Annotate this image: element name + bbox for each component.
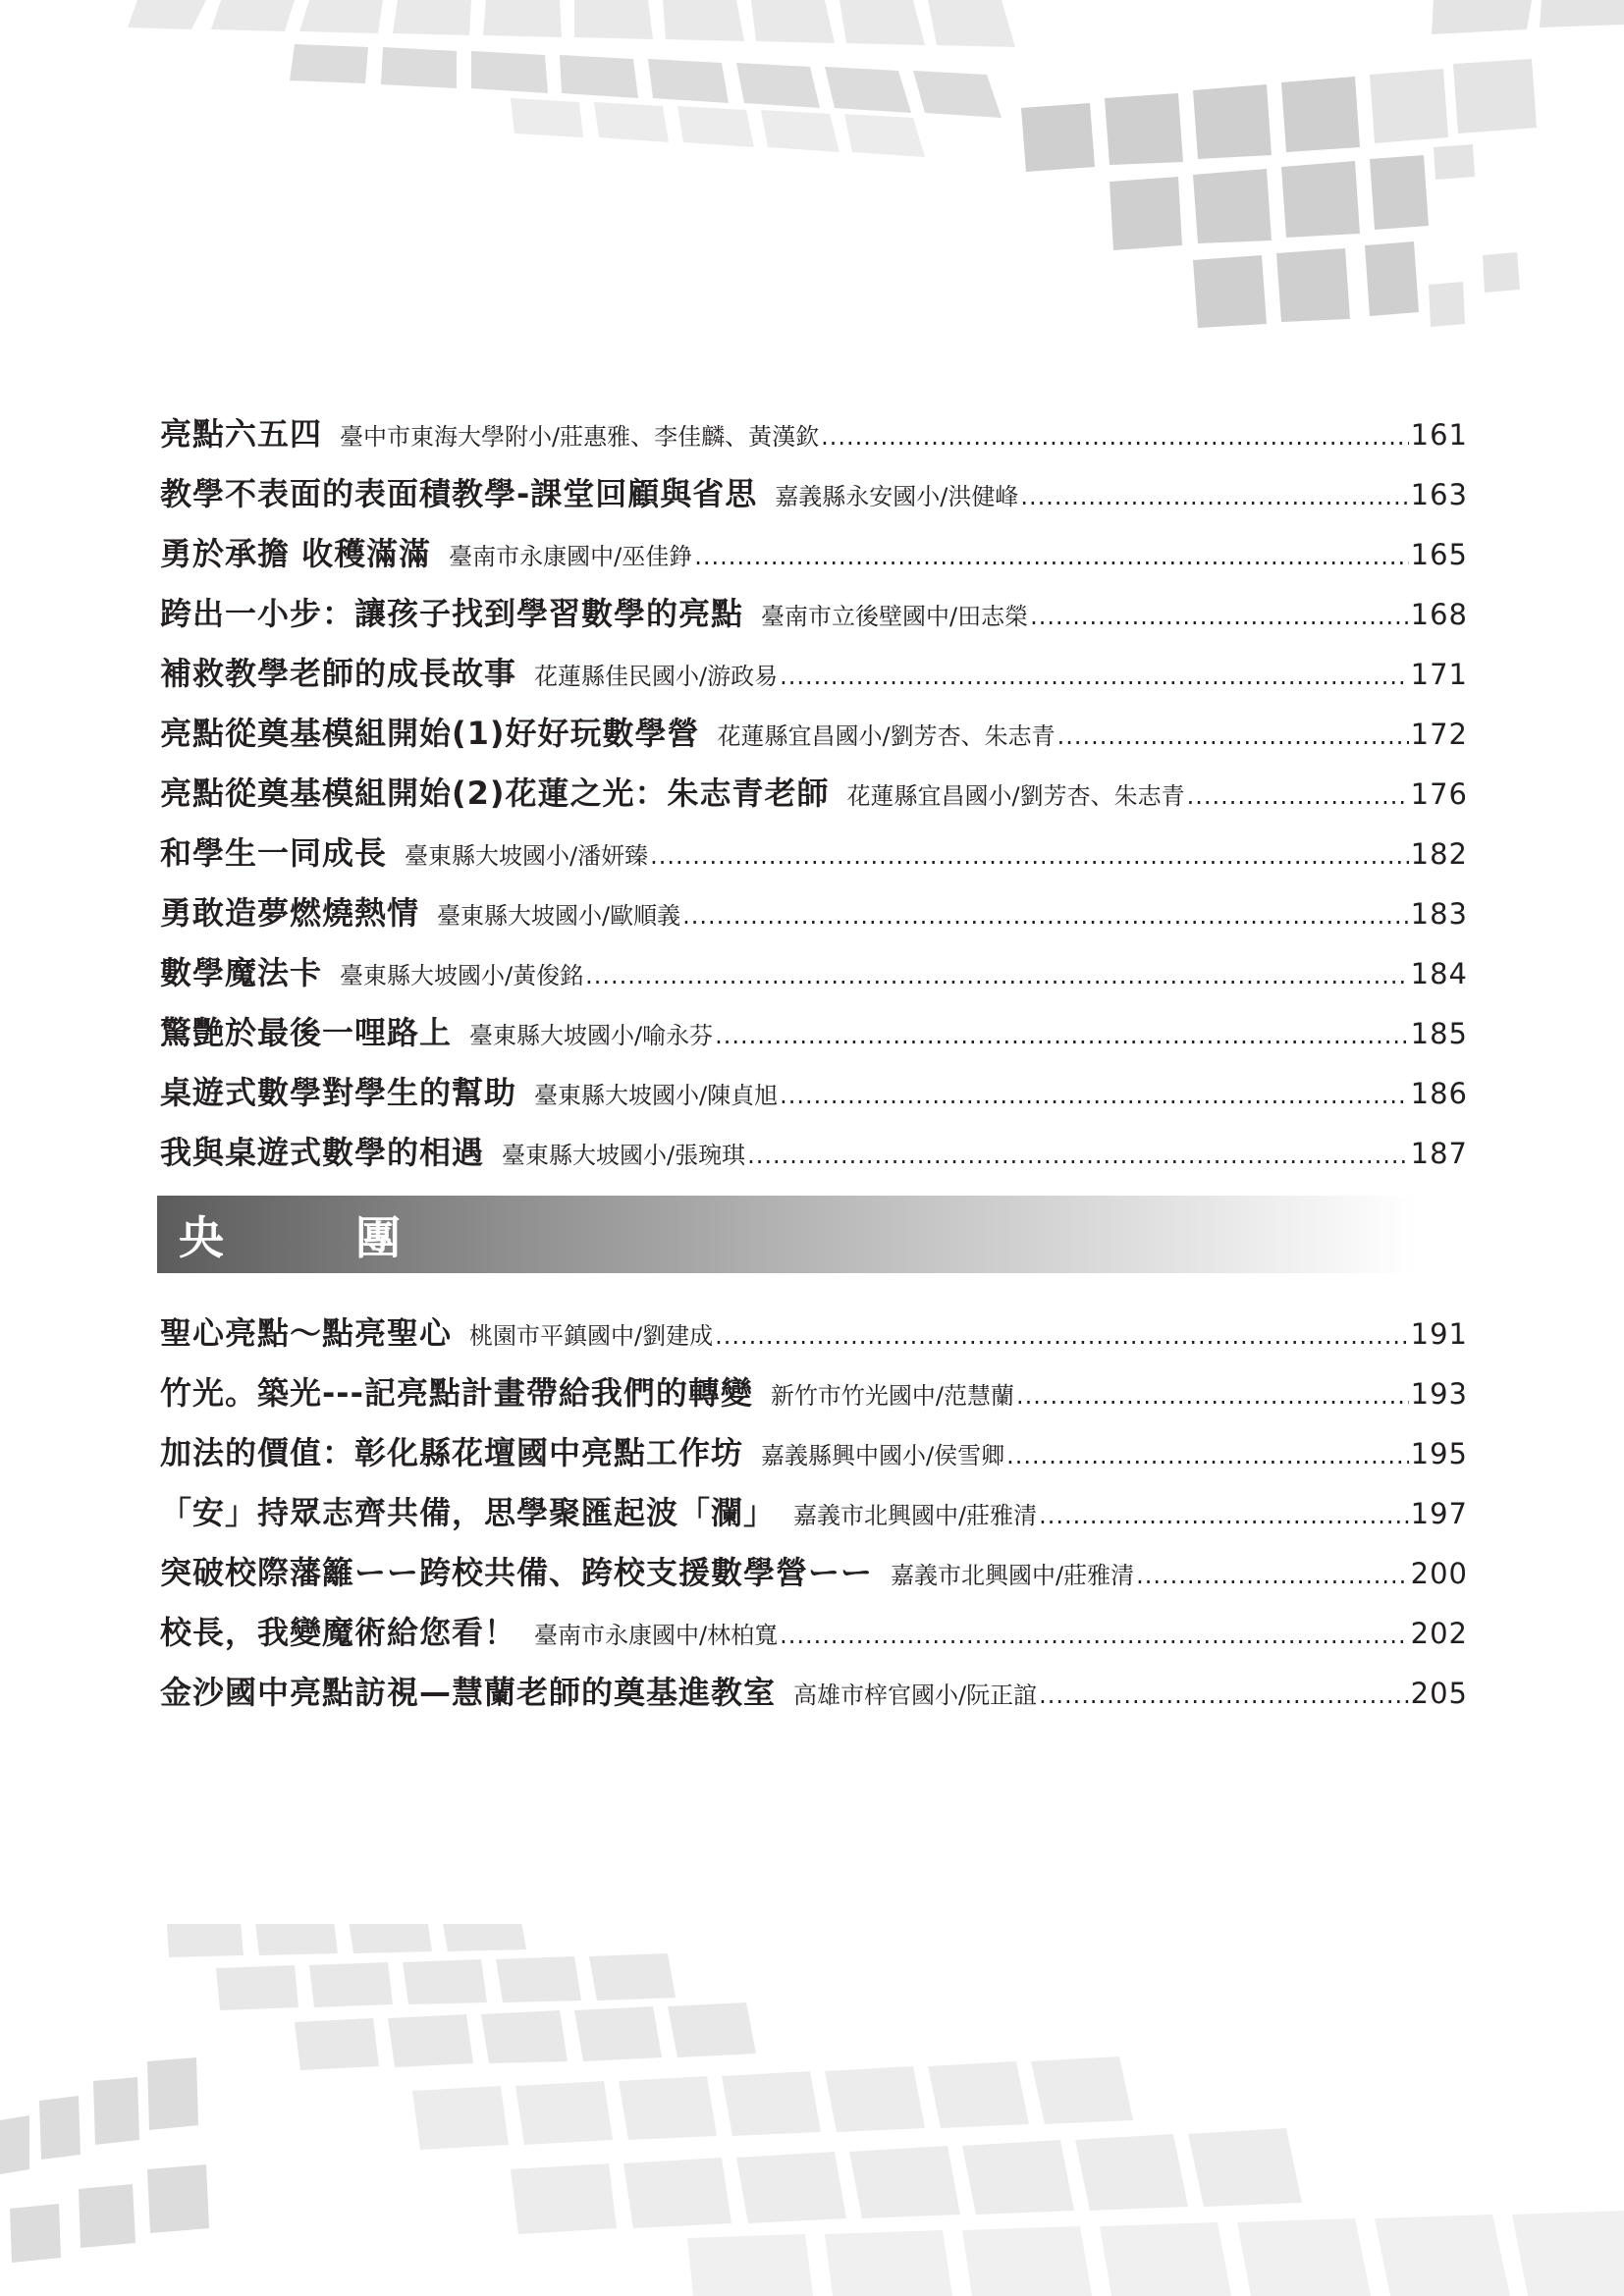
toc-entry-author: 嘉義縣永安國小/洪健峰 [775,483,1019,510]
toc-entry-title: 「安」持眾志齊共備，思學聚匯起波「瀾」 [160,1494,777,1531]
toc-entry-author: 臺南市立後壁國中/田志榮 [761,603,1029,630]
toc-entry-title: 亮點從奠基模組開始(1)好好玩數學營 [160,715,700,752]
section-title: 央 團 [179,1210,444,1264]
toc-entry-author: 臺東縣大坡國小/潘妍臻 [405,842,649,870]
toc-entry-author: 高雄市梓官國小/阮正誼 [793,1682,1038,1709]
toc-entry-author: 嘉義市北興國中/莊雅清 [891,1562,1135,1589]
decorative-tile-pattern-top [0,0,1624,393]
toc-entry[interactable] [160,943,1468,1003]
dot-leader [1039,1486,1409,1546]
toc-section-2 [160,1304,1468,1723]
toc-entry-author: 桃園市平鎮國中/劉建成 [469,1322,714,1350]
toc-entry-title: 勇於承擔 收穫滿滿 [160,535,432,572]
toc-entry-title: 突破校際藩籬ーー跨校共備、跨校支援數學營ーー [160,1554,874,1591]
toc-entry-title: 勇敢造夢燃燒熱情 [160,894,420,932]
dot-leader [682,886,1409,946]
toc-entry-author: 新竹市竹光國中/范慧蘭 [770,1382,1014,1410]
toc-entry-title: 跨出一小步：讓孩子找到學習數學的亮點 [160,595,744,632]
toc-entry-title: 加法的價值：彰化縣花壇國中亮點工作坊 [160,1434,744,1471]
dot-leader [715,1307,1409,1366]
toc-entry-title: 亮點從奠基模組開始(2)花蓮之光：朱志青老師 [160,774,830,812]
toc-entry-title: 驚艷於最後一哩路上 [160,1014,453,1051]
toc-entry-page: 184 [1410,957,1468,990]
toc-entry[interactable] [160,704,1468,764]
dot-leader [747,1126,1409,1186]
dot-leader [1030,587,1409,647]
toc-entry-page: 176 [1410,777,1468,811]
toc-entry[interactable] [160,1003,1468,1063]
toc-entry-page: 191 [1410,1317,1468,1351]
dot-leader [1020,467,1408,527]
toc-entry-author: 花蓮縣佳民國小/游政易 [534,663,779,690]
toc-entry[interactable] [160,644,1468,704]
toc-entry-author: 嘉義縣興中國小/侯雪卿 [761,1442,1005,1469]
toc-entry-title: 補救教學老師的成長故事 [160,655,517,692]
toc-entry-title: 和學生一同成長 [160,834,388,872]
dot-leader [1057,707,1409,767]
toc-entry-page: 161 [1410,418,1468,452]
toc-entry-title: 數學魔法卡 [160,954,323,991]
toc-entry[interactable] [160,584,1468,644]
toc-entry-title: 校長，我變魔術給您看！ [160,1614,517,1651]
toc-section-1 [160,404,1468,1183]
toc-entry[interactable] [160,1483,1468,1543]
toc-entry-page: 171 [1410,658,1468,691]
toc-entry-page: 172 [1410,718,1468,751]
toc-entry[interactable] [160,404,1468,464]
toc-entry[interactable] [160,1603,1468,1663]
dot-leader [1136,1546,1409,1606]
toc-entry-author: 臺中市東海大學附小/莊惠雅、李佳麟、黃漢欽 [340,423,820,451]
toc-entry-page: 168 [1410,598,1468,631]
toc-entry-author: 臺南市永康國中/巫佳錚 [449,543,693,570]
toc-entry-page: 182 [1410,837,1468,871]
toc-entry-page: 186 [1410,1077,1468,1110]
toc-entry-title: 桌遊式數學對學生的幫助 [160,1074,517,1111]
toc-entry-page: 163 [1410,478,1468,511]
toc-entry-author: 花蓮縣宜昌國小/劉芳杏、朱志青 [846,782,1185,810]
toc-entry-title: 聖心亮點～點亮聖心 [160,1314,453,1352]
toc-entry[interactable] [160,824,1468,883]
toc-entry[interactable] [160,1304,1468,1363]
toc-entry[interactable] [160,1543,1468,1603]
decorative-tile-pattern-bottom [0,1924,1624,2296]
toc-entry[interactable] [160,1123,1468,1183]
toc-entry-title: 教學不表面的表面積教學-課堂回顧與省思 [160,475,758,512]
toc-entry-page: 183 [1410,897,1468,931]
dot-leader [715,1006,1409,1066]
toc-entry[interactable] [160,1663,1468,1723]
toc-entry-author: 臺東縣大坡國小/陳貞旭 [534,1082,779,1109]
toc-entry-page: 197 [1410,1497,1468,1530]
toc-entry-page: 187 [1410,1137,1468,1170]
toc-entry-title: 亮點六五四 [160,415,323,453]
dot-leader [821,407,1409,467]
toc-entry-page: 200 [1410,1557,1468,1590]
toc-entry[interactable] [160,764,1468,824]
toc-entry[interactable] [160,1363,1468,1423]
toc-entry-page: 185 [1410,1017,1468,1050]
dot-leader [1039,1666,1409,1726]
toc-entry-title: 金沙國中亮點訪視—慧蘭老師的奠基進教室 [160,1674,777,1711]
dot-leader [780,1066,1409,1126]
toc-entry[interactable] [160,1063,1468,1123]
toc-entry-author: 臺南市永康國中/林柏寬 [534,1622,779,1649]
toc-entry[interactable] [160,883,1468,943]
dot-leader [1187,767,1409,827]
toc-entry-page: 193 [1410,1377,1468,1411]
toc-entry-title: 我與桌遊式數學的相遇 [160,1134,485,1171]
dot-leader [1016,1366,1409,1426]
toc-entry-author: 臺東縣大坡國小/張琬琪 [502,1142,746,1169]
toc-entry-title: 竹光。築光---記亮點計畫帶給我們的轉變 [160,1374,753,1412]
section-header-bar [157,1196,1416,1273]
toc-entry[interactable] [160,1423,1468,1483]
toc-entry-author: 臺東縣大坡國小/黃俊銘 [340,962,584,989]
toc-entry-author: 臺東縣大坡國小/喻永芬 [469,1022,714,1049]
toc-entry-page: 205 [1410,1677,1468,1710]
dot-leader [780,1606,1409,1666]
toc-entry-author: 臺東縣大坡國小/歐順義 [437,902,681,930]
dot-leader [694,527,1408,587]
dot-leader [650,827,1409,886]
toc-entry-page: 202 [1410,1617,1468,1650]
toc-entry-author: 花蓮縣宜昌國小/劉芳杏、朱志青 [717,722,1056,750]
toc-entry-page: 195 [1410,1437,1468,1470]
dot-leader [780,647,1409,707]
toc-entry-author: 嘉義市北興國中/莊雅清 [793,1502,1038,1529]
toc-entry-page: 165 [1410,538,1468,571]
dot-leader [585,946,1409,1006]
dot-leader [1006,1426,1409,1486]
toc-entry[interactable] [160,524,1468,584]
toc-entry[interactable] [160,464,1468,524]
